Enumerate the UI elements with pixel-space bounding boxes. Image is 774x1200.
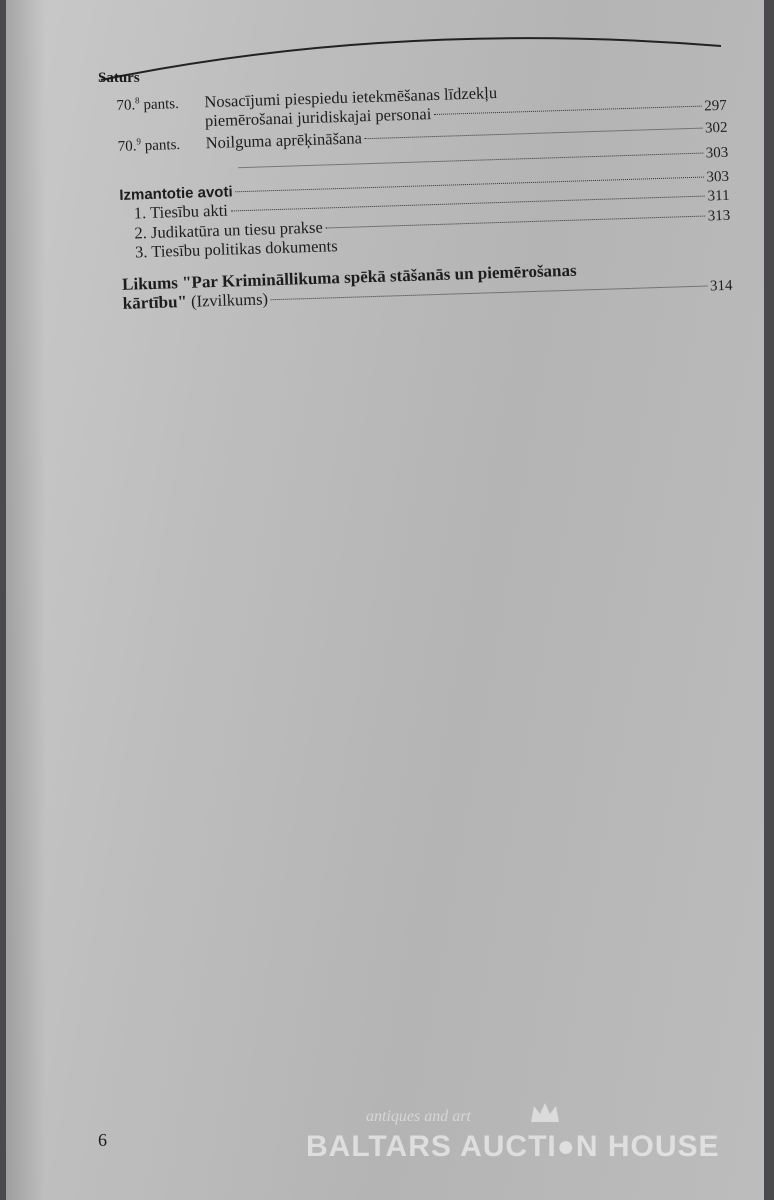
watermark-subtitle: antiques and art: [366, 1108, 471, 1125]
book-page: [6, 0, 764, 1200]
dot-leader: [326, 215, 705, 228]
page-ref: 302: [704, 119, 728, 137]
table-of-contents: [116, 71, 733, 315]
binding-shadow: [6, 0, 46, 1200]
article-number: 70.$^8$ pants.: [116, 95, 180, 114]
running-head: Saturs: [98, 70, 140, 86]
dot-leader: [271, 286, 707, 301]
entry-title-line1: Nosacījumi piespiedu ietekmēšanas līdzekļu: [204, 83, 498, 112]
item-label: 1. Tiesību akti: [133, 200, 229, 223]
article-number: 70.$^9$ pants.: [117, 135, 181, 155]
page-ref: 297: [704, 98, 728, 115]
page-ref: 314: [709, 278, 733, 295]
dot-leader: [238, 152, 702, 168]
page-ref: 303: [705, 144, 729, 162]
law-title-line2: kārtību" (Izvilkums): [122, 289, 269, 314]
item-label: 2. Judikatūra un tiesu prakse: [134, 217, 324, 242]
entry-title: Noilguma aprēķināšana: [205, 127, 363, 152]
watermark-logo: BALTARS AUCTI●N HOUSE: [306, 1130, 720, 1163]
item-label: 3. Tiesību politikas dokuments: [134, 235, 338, 262]
crown-icon: [528, 1100, 562, 1126]
section-title: Izmantotie avoti: [119, 183, 233, 204]
page-ref: 313: [707, 207, 731, 224]
page-ref: 311: [707, 188, 730, 205]
dot-leader: [434, 106, 701, 115]
dot-leader: [365, 127, 702, 139]
page-number: 6: [98, 1130, 107, 1150]
entry-title-line2: piemērošanai juridiskajai personai: [204, 104, 432, 131]
law-title-line1: Likums "Par Krimināllikuma spēkā stāšanās un piemērošanas: [121, 260, 577, 294]
page-ref: 303: [706, 168, 730, 186]
